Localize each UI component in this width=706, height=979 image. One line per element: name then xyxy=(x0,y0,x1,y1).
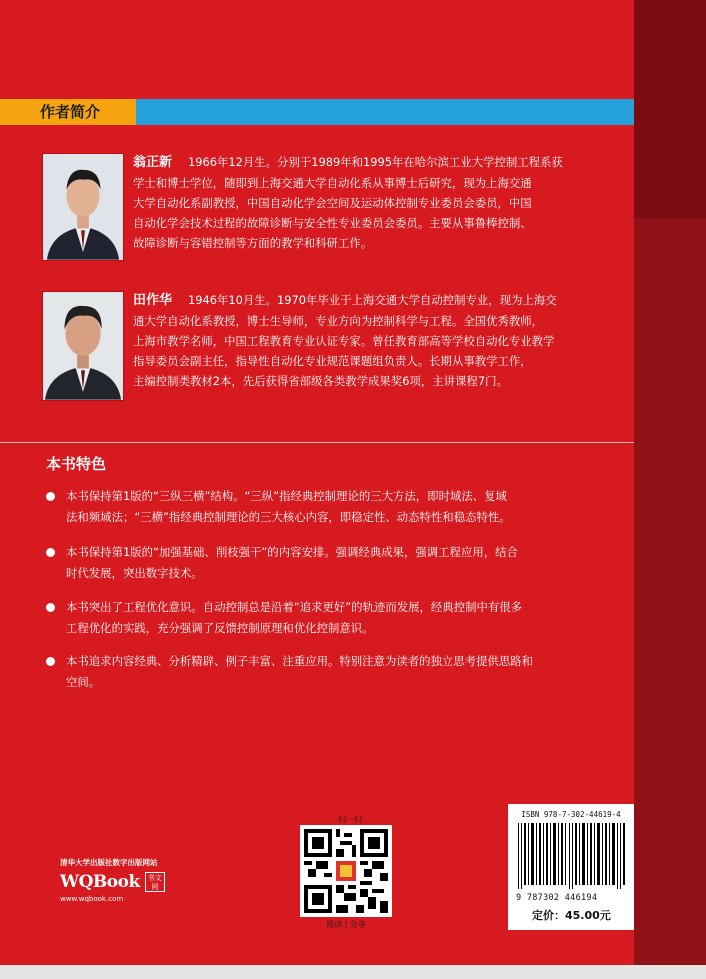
feature-item: 本书保持第1版的“三纵三横”结构。“三纵”指经典控制理论的三大方法，即时域法、复域 法和频域法；“三横”指经典控制理论的三大核心内容，即稳定性、动态特性和稳态特性。 xyxy=(46,486,591,528)
section-divider xyxy=(0,442,634,443)
author-bio-line: 学士和博士学位，随即到上海交通大学自动化系从事博士后研究，现为上海交通 xyxy=(133,176,532,190)
logo-text: WQBook xyxy=(60,872,140,892)
book-spine-shadow xyxy=(634,0,706,218)
publisher-block xyxy=(60,858,200,904)
bullet-icon xyxy=(46,548,55,557)
author-section-header xyxy=(0,99,634,125)
feature-item: 本书保持第1版的“加强基础、削枝强干”的内容安排。强调经典成果，强调工程应用，结合 时代发展，突出数字技术。 xyxy=(46,542,591,584)
page-margin xyxy=(0,965,706,979)
bullet-icon xyxy=(46,603,55,612)
isbn-number: ISBN 978-7-302-44619-4 xyxy=(521,810,621,819)
author-bio-line: 大学自动化系副教授，中国自动化学会空间及运动体控制专业委员会委员，中国 xyxy=(133,196,532,210)
qr-caption: 阅读 | 分享 xyxy=(326,920,366,929)
barcode-icon xyxy=(516,823,626,889)
qr-scan-label: 扫一扫 xyxy=(338,815,362,824)
author-section-title: 作者简介 xyxy=(0,99,136,125)
author-bio-line: 通大学自动化系教授，博士生导师，专业方向为控制科学与工程。全国优秀教师， xyxy=(133,314,544,328)
wqbook-logo xyxy=(60,872,200,892)
author-bio-line: 指导委员会副主任，指导性自动化专业规范课题组负责人。长期从事教学工作， xyxy=(133,354,532,368)
author-name: 翁正新 xyxy=(133,155,173,170)
barcode-digits: 9 787302 446194 xyxy=(516,893,598,903)
author-bio-line: 故障诊断与容错控制等方面的教学和科研工作。 xyxy=(133,236,373,250)
author-bio-line: 主编控制类教材2本，先后获得省部级各类教学成果奖6项，主讲课程7门。 xyxy=(133,374,508,388)
author-bio-line: 田作华 1946年10月生。1970年毕业于上海交通大学自动控制专业，现为上海交 xyxy=(133,293,557,308)
header-accent-bar xyxy=(136,99,634,125)
logo-badge: 书文网 xyxy=(145,872,165,892)
publisher-site-label: 清华大学出版社数字出版网站 xyxy=(60,858,158,867)
author-bio-weng xyxy=(133,152,603,253)
author-photo-weng xyxy=(42,153,124,261)
book-price: 定价：45.00元 xyxy=(532,909,611,922)
author-photo-tian xyxy=(42,291,124,401)
portrait-image xyxy=(43,292,123,400)
feature-item: 本书追求内容经典、分析精辟、例子丰富、注重应用。特别注意为读者的独立思考提供思路和 空间。 xyxy=(46,651,591,693)
author-name: 田作华 xyxy=(133,293,173,308)
features-title: 本书特色 xyxy=(46,455,107,473)
qr-code-icon xyxy=(304,829,388,913)
author-bio-line: 上海市教学名师，中国工程教育专业认证专家。曾任教育部高等学校自动化专业教学 xyxy=(133,334,555,348)
isbn-barcode-box xyxy=(508,804,634,930)
author-bio-line: 翁正新 1966年12月生。分别于1989年和1995年在哈尔滨工业大学控制工程系获 xyxy=(133,155,563,170)
portrait-image xyxy=(43,154,123,260)
bullet-icon xyxy=(46,657,55,666)
author-bio-tian xyxy=(133,290,603,391)
publisher-url: www.wqbook.com xyxy=(60,895,124,903)
author-bio-line: 自动化学会技术过程的故障诊断与安全性专业委员会委员。主要从事鲁棒控制、 xyxy=(133,216,532,230)
feature-item: 本书突出了工程优化意识。自动控制总是沿着“追求更好”的轨迹而发展，经典控制中有很多 工程优化的实践，充分强调了反馈控制原理和优化控制意识。 xyxy=(46,597,591,639)
bullet-icon xyxy=(46,492,55,501)
qr-code[interactable] xyxy=(300,825,392,917)
